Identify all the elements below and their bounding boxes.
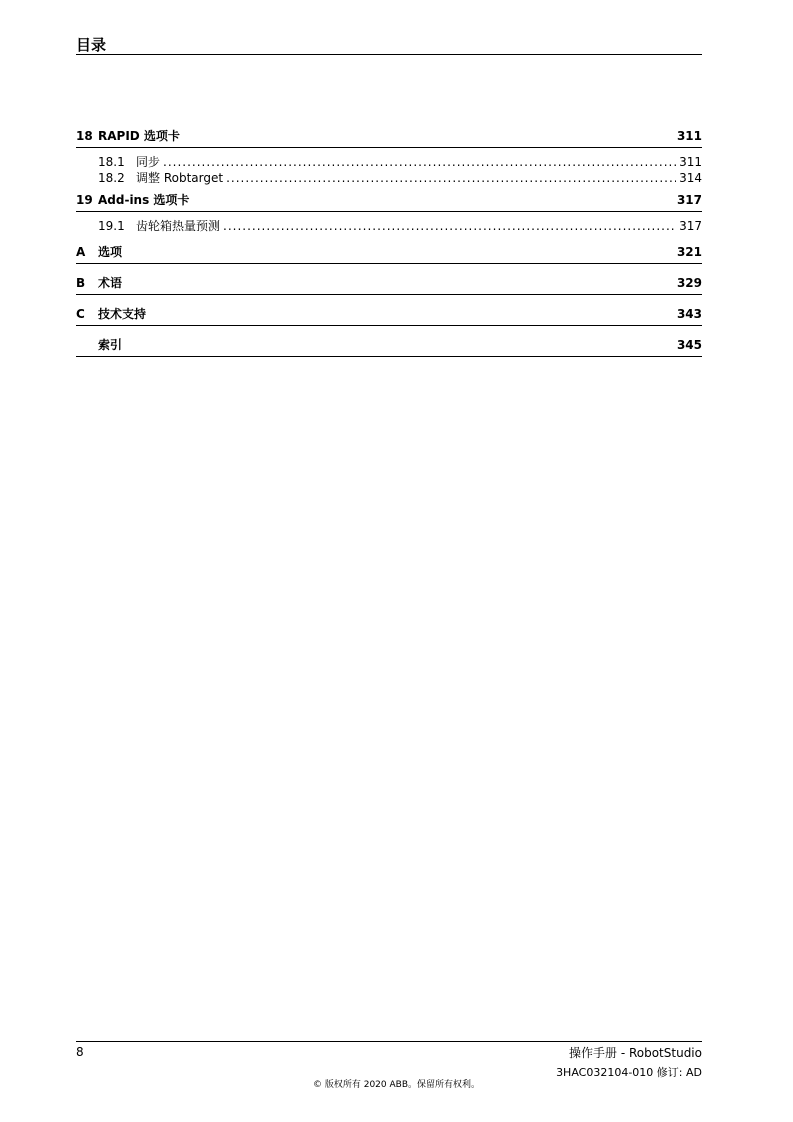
- toc-chapter-title: 选项: [98, 245, 123, 259]
- toc-section-title: 调整 Robtarget: [136, 171, 224, 185]
- toc-chapter-heading: [76, 274, 122, 291]
- toc-chapter-row[interactable]: [76, 243, 702, 264]
- toc-chapter-page: 317: [676, 193, 702, 207]
- toc-chapter-heading: [76, 243, 122, 260]
- footer-info: [556, 1044, 702, 1080]
- toc-chapter: [76, 336, 702, 357]
- toc-dot-leader: [223, 219, 676, 233]
- header-rule: [76, 54, 702, 55]
- toc-section-row[interactable]: [76, 169, 702, 185]
- table-of-contents: [76, 127, 702, 357]
- footer-rule: [76, 1041, 702, 1042]
- toc-chapter-number: 18: [76, 129, 93, 143]
- toc-chapter-page: 321: [676, 245, 702, 259]
- toc-chapter-title: RAPID 选项卡: [98, 129, 180, 143]
- manual-title: 操作手册 - RobotStudio: [569, 1046, 702, 1060]
- toc-chapter-heading: [76, 191, 189, 208]
- toc-chapter-page: 329: [676, 276, 702, 290]
- toc-chapter-number: C: [76, 307, 85, 321]
- toc-section-number: 19.1: [98, 219, 125, 233]
- toc-chapter: [76, 274, 702, 295]
- toc-chapter-row[interactable]: [76, 191, 702, 212]
- toc-chapter-page: 311: [676, 129, 702, 143]
- toc-section-number: 18.1: [98, 155, 125, 169]
- toc-chapter-row[interactable]: [76, 127, 702, 148]
- toc-chapter-title: Add-ins 选项卡: [98, 193, 190, 207]
- toc-section-page: 311: [679, 155, 702, 169]
- toc-section-list: [76, 212, 702, 233]
- toc-chapter-number: A: [76, 245, 86, 259]
- toc-chapter-number: 19: [76, 193, 93, 207]
- page-header-title: 目录: [76, 36, 107, 54]
- toc-chapter-heading: [76, 336, 122, 353]
- document-id: 3HAC032104-010 修订: AD: [556, 1066, 702, 1079]
- toc-chapter-page: 345: [676, 338, 702, 352]
- toc-dot-leader: [226, 171, 676, 185]
- toc-section-number: 18.2: [98, 171, 125, 185]
- toc-chapter: [76, 127, 702, 185]
- toc-chapter-row[interactable]: [76, 274, 702, 295]
- toc-section-page: 314: [679, 171, 702, 185]
- copyright-notice: © 版权所有 2020 ABB。保留所有权利。: [313, 1080, 480, 1090]
- toc-chapter-heading: [76, 127, 180, 144]
- toc-section-title: 齿轮箱热量预测: [136, 219, 221, 233]
- toc-chapter-row[interactable]: [76, 305, 702, 326]
- toc-chapter-title: 术语: [98, 276, 123, 290]
- page-number: 8: [76, 1045, 84, 1059]
- toc-section-page: 317: [679, 219, 702, 233]
- toc-chapter-row[interactable]: [76, 336, 702, 357]
- toc-section-list: [76, 148, 702, 185]
- toc-chapter-page: 343: [676, 307, 702, 321]
- toc-chapter-number: B: [76, 276, 86, 290]
- toc-chapter-title: 索引: [98, 338, 123, 352]
- toc-section-row[interactable]: [76, 153, 702, 169]
- toc-section-row[interactable]: [76, 217, 702, 233]
- toc-chapter-title: 技术支持: [98, 307, 147, 321]
- toc-chapter: [76, 305, 702, 326]
- toc-section-title: 同步: [136, 155, 161, 169]
- toc-dot-leader: [163, 155, 676, 169]
- toc-chapter: [76, 243, 702, 264]
- toc-chapter: [76, 191, 702, 233]
- toc-chapter-heading: [76, 305, 146, 322]
